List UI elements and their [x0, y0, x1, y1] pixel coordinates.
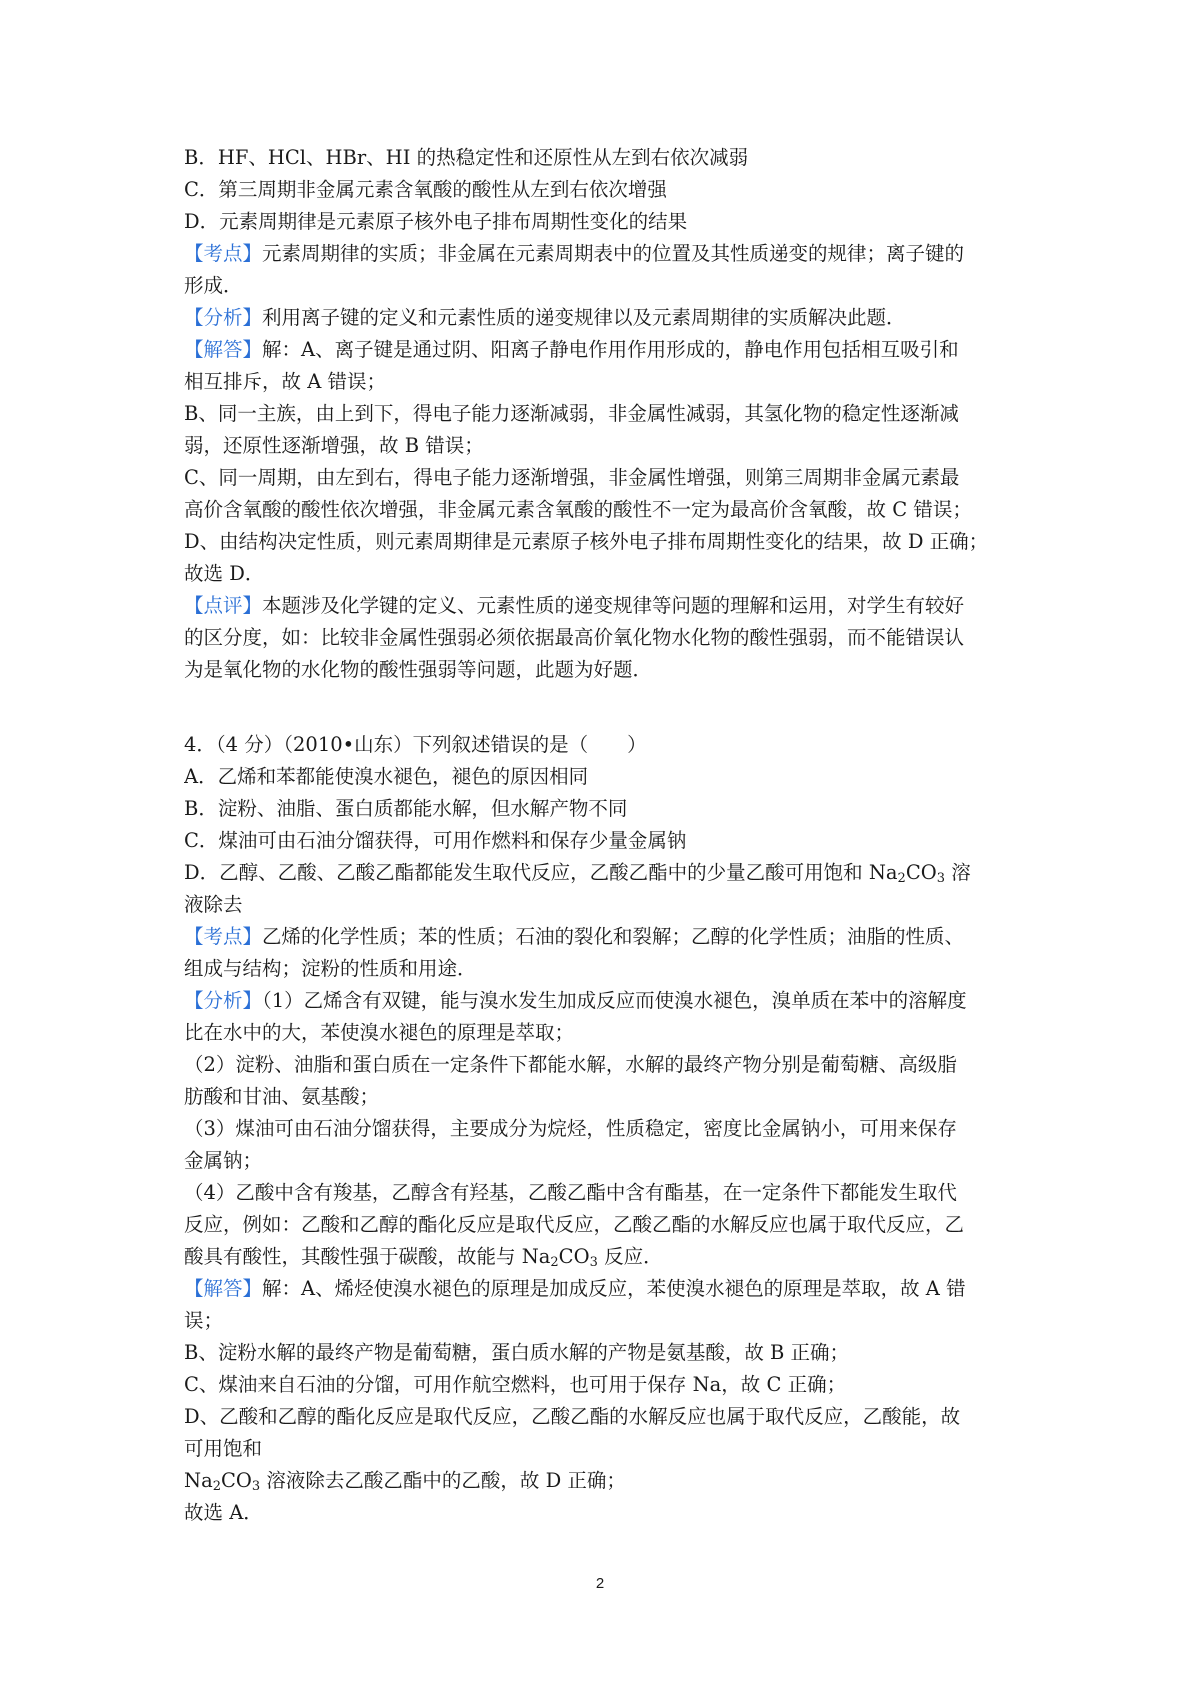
q3-dianping-line-1: 【点评】本题涉及化学键的定义、元素性质的递变规律等问题的理解和运用，对学生有较好 [184, 594, 965, 617]
q3-jieda-line-5: C、同一周期，由左到右，得电子能力逐渐增强，非金属性增强，则第三周期非金属元素最 [184, 466, 960, 489]
q3-option-b: B．HF、HCl、HBr、HI 的热稳定性和还原性从左到右依次减弱 [184, 146, 749, 169]
q3-jieda-line-1: 【解答】解：A、离子键是通过阴、阳离子静电作用作用形成的，静电作用包括相互吸引和 [184, 338, 959, 361]
q4-option-a: A．乙烯和苯都能使溴水褪色，褪色的原因相同 [184, 765, 589, 788]
page-number: 2 [595, 1575, 605, 1592]
q4-option-c: C．煤油可由石油分馏获得，可用作燃料和保存少量金属钠 [184, 829, 687, 852]
q3-jieda-line-6: 高价含氧酸的酸性依次增强，非金属元素含氧酸的酸性不一定为最高价含氧酸，故 C 错误； [184, 498, 972, 521]
q4-fenxi-line-9: 酸具有酸性，其酸性强于碳酸，故能与 $Na_2CO_3$ 反应． [184, 1245, 663, 1270]
q4-kaodian-line-1: 【考点】乙烯的化学性质；苯的性质；石油的裂化和裂解；乙醇的化学性质；油脂的性质、 [184, 925, 965, 948]
jieda-tag: 【解答】 [184, 338, 263, 361]
q4-fenxi-line-4: 肪酸和甘油、氨基酸； [184, 1085, 380, 1108]
q4-option-d-line-1: D．乙醇、乙酸、乙酸乙酯都能发生取代反应，乙酸乙酯中的少量乙酸可用饱和 $Na_2CO_3$ 溶 [184, 861, 971, 886]
q4-jieda-line-1: 【解答】解：A、烯烃使溴水褪色的原理是加成反应，苯使溴水褪色的原理是萃取，故 A 错 [184, 1277, 966, 1300]
kaodian-tag: 【考点】 [184, 242, 263, 265]
q3-kaodian-line-2: 形成． [184, 274, 243, 297]
content-body [184, 142, 1030, 1529]
q4-fenxi-line-6: 金属钠； [184, 1149, 263, 1172]
fenxi-tag: 【分析】 [184, 306, 263, 329]
q3-jieda-line-2: 相互排斥，故 A 错误； [184, 370, 386, 393]
fenxi-tag: 【分析】 [184, 989, 263, 1012]
q4-option-d-line-2: 液除去 [184, 893, 243, 916]
q3-option-c: C．第三周期非金属元素含氧酸的酸性从左到右依次增强 [184, 178, 667, 201]
q4-fenxi-line-7: （4）乙酸中含有羧基，乙醇含有羟基，乙酸乙酯中含有酯基，在一定条件下都能发生取代 [184, 1181, 957, 1204]
q3-jieda-line-4: 弱，还原性逐渐增强，故 B 错误； [184, 434, 484, 457]
q3-fenxi-line-1: 【分析】利用离子键的定义和元素性质的递变规律以及元素周期律的实质解决此题． [184, 306, 906, 329]
q3-dianping-line-2: 的区分度，如：比较非金属性强弱必须依据最高价氧化物水化物的酸性强弱，而不能错误认 [184, 626, 965, 649]
q3-jieda-line-8: 故选 D． [184, 562, 265, 585]
q4-jieda-line-8: 故选 A． [184, 1501, 263, 1524]
q4-option-b: B．淀粉、油脂、蛋白质都能水解，但水解产物不同 [184, 797, 628, 820]
q4-jieda-line-4: C、煤油来自石油的分馏，可用作航空燃料，也可用于保存 Na，故 C 正确； [184, 1373, 847, 1396]
q3-jieda-line-3: B、同一主族，由上到下，得电子能力逐渐减弱，非金属性减弱，其氢化物的稳定性逐渐减 [184, 402, 959, 425]
q4-jieda-line-5: D、乙酸和乙醇的酯化反应是取代反应，乙酸乙酯的水解反应也属于取代反应，乙酸能，故 [184, 1405, 961, 1428]
q4-stem: 4．（4 分）（2010•山东）下列叙述错误的是（ ） [184, 733, 647, 756]
q4-fenxi-line-3: （2）淀粉、油脂和蛋白质在一定条件下都能水解，水解的最终产物分别是葡萄糖、高级脂 [184, 1053, 957, 1076]
dianping-tag: 【点评】 [184, 594, 263, 617]
q4-fenxi-line-5: （3）煤油可由石油分馏获得，主要成分为烷烃，性质稳定，密度比金属钠小，可用来保存 [184, 1117, 957, 1140]
section-gap [184, 686, 1030, 729]
q4-fenxi-line-8: 反应，例如：乙酸和乙醇的酯化反应是取代反应，乙酸乙酯的水解反应也属于取代反应，乙 [184, 1213, 965, 1236]
q4-jieda-line-3: B、淀粉水解的最终产物是葡萄糖，蛋白质水解的产物是氨基酸，故 B 正确； [184, 1341, 850, 1364]
jieda-tag: 【解答】 [184, 1277, 263, 1300]
q4-fenxi-line-1: 【分析】（1）乙烯含有双键，能与溴水发生加成反应而使溴水褪色，溴单质在苯中的溶解度 [184, 989, 967, 1012]
q3-dianping-line-3: 为是氧化物的水化物的酸性强弱等问题，此题为好题． [184, 658, 653, 681]
q4-jieda-line-6: 可用饱和 [184, 1437, 263, 1460]
q3-jieda-line-7: D、由结构决定性质，则元素周期律是元素原子核外电子排布周期性变化的结果，故 D 正确； [184, 530, 989, 553]
q4-kaodian-line-2: 组成与结构；淀粉的性质和用途． [184, 957, 477, 980]
q4-jieda-line-7: $Na_2CO_3$ 溶液除去乙酸乙酯中的乙酸，故 D 正确； [184, 1469, 626, 1494]
q4-fenxi-line-2: 比在水中的大，苯使溴水褪色的原理是萃取； [184, 1021, 575, 1044]
q3-option-d: D．元素周期律是元素原子核外电子排布周期性变化的结果 [184, 210, 688, 233]
q3-kaodian-line-1: 【考点】元素周期律的实质；非金属在元素周期表中的位置及其性质递变的规律；离子键的 [184, 242, 965, 265]
q4-jieda-line-2: 误； [184, 1309, 224, 1332]
kaodian-tag: 【考点】 [184, 925, 263, 948]
